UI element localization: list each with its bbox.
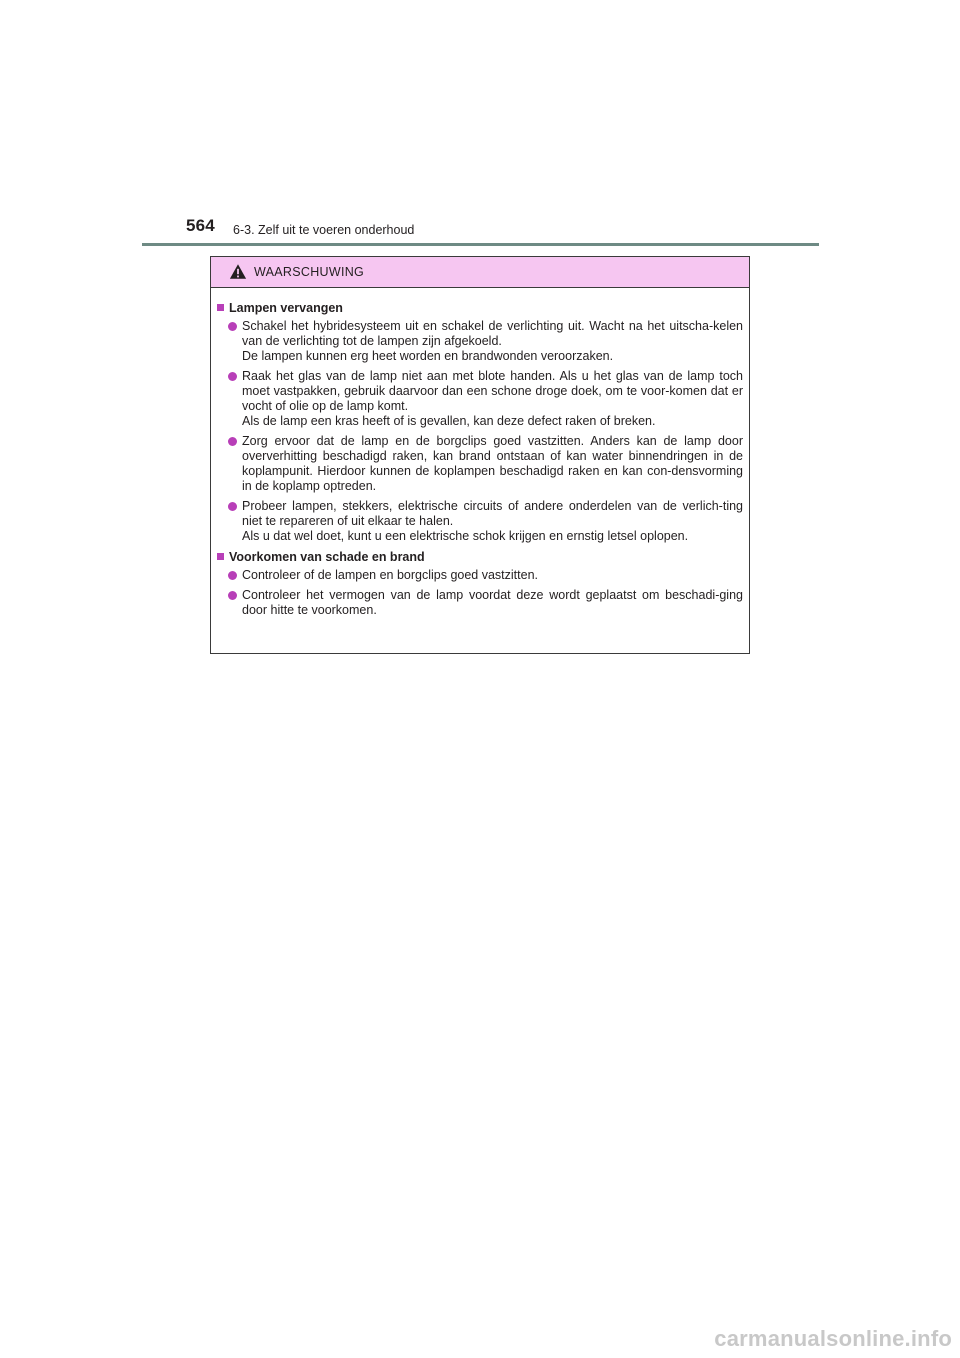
item-text: Schakel het hybridesysteem uit en schakel de verlichting uit. Wacht na het uitscha-kelen van de verlichting tot de lampen zijn afgekoeld. bbox=[242, 319, 743, 348]
warning-section-lampen bbox=[217, 300, 743, 544]
list-item bbox=[217, 434, 743, 494]
section-heading: Voorkomen van schade en brand bbox=[217, 549, 743, 566]
warning-section-schade bbox=[217, 549, 743, 618]
bullet-dot-icon bbox=[228, 372, 237, 381]
section-title: 6-3. Zelf uit te voeren onderhoud bbox=[233, 223, 415, 237]
item-extra: Als de lamp een kras heeft of is gevallen, kan deze defect raken of breken. bbox=[242, 414, 656, 428]
bullet-dot-icon bbox=[228, 571, 237, 580]
warning-triangle-icon bbox=[229, 263, 247, 280]
warning-title: WAARSCHUWING bbox=[254, 265, 365, 279]
bullet-dot-icon bbox=[228, 322, 237, 331]
page-number: 564 bbox=[186, 216, 215, 235]
warning-header bbox=[211, 257, 749, 288]
list-item bbox=[217, 499, 743, 544]
list-item bbox=[217, 369, 743, 429]
warning-box bbox=[210, 256, 750, 654]
bullet-dot-icon bbox=[228, 502, 237, 511]
item-text: Controleer of de lampen en borgclips goed vastzitten. bbox=[242, 568, 539, 582]
item-text: Controleer het vermogen van de lamp voordat deze wordt geplaatst om beschadi-ging door hitte te voorkomen. bbox=[242, 588, 743, 617]
section-heading: Lampen vervangen bbox=[217, 300, 743, 317]
header-rule bbox=[142, 243, 819, 246]
square-marker-icon bbox=[217, 304, 224, 311]
bullet-dot-icon bbox=[228, 437, 237, 446]
warning-body bbox=[211, 288, 749, 618]
list-item bbox=[217, 568, 743, 583]
item-text: Raak het glas van de lamp niet aan met blote handen. Als u het glas van de lamp toch moet vastpakken, gebruik daarvoor dan een schone droge doek, om te voor-komen dat er vocht of olie op de lamp komt. bbox=[242, 369, 743, 413]
square-marker-icon bbox=[217, 553, 224, 560]
item-extra: De lampen kunnen erg heet worden en brandwonden veroorzaken. bbox=[242, 349, 614, 363]
item-extra: Als u dat wel doet, kunt u een elektrische schok krijgen en ernstig letsel oplopen. bbox=[242, 529, 689, 543]
list-item bbox=[217, 319, 743, 364]
item-text: Zorg ervoor dat de lamp en de borgclips goed vastzitten. Anders kan de lamp door oververhitting beschadigd raken, kan brand ontstaan of kan water binnendringen in de koplampunit. Hierdoor kunnen de koplampen beschadigd raken en kan con-densvorming in de koplamp optreden. bbox=[242, 434, 743, 493]
bullet-dot-icon bbox=[228, 591, 237, 600]
watermark: carmanualsonline.info bbox=[714, 1326, 952, 1351]
item-text: Probeer lampen, stekkers, elektrische circuits of andere onderdelen van de verlich-ting niet te repareren of uit elkaar te halen. bbox=[242, 499, 743, 528]
list-item bbox=[217, 588, 743, 618]
